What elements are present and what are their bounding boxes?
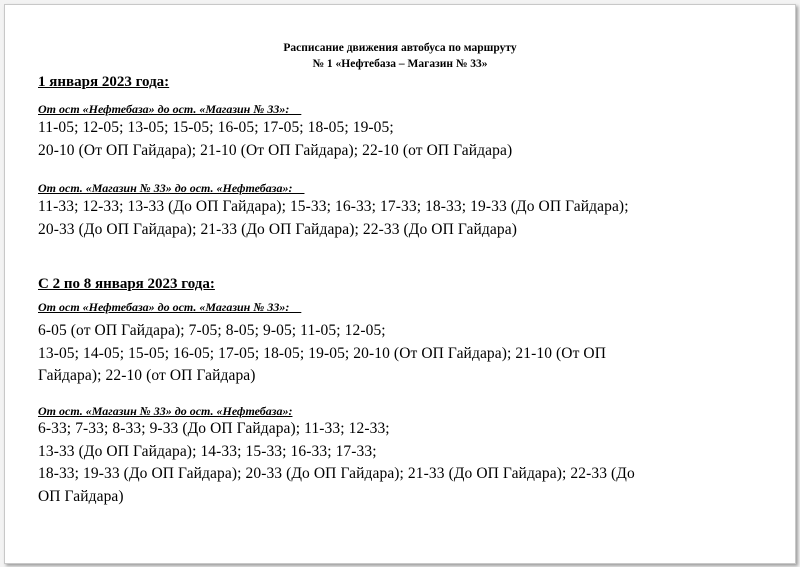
schedule-line: 20-10 (От ОП Гайдара); 21-10 (От ОП Гайдара); 22-10 (от ОП Гайдара): [38, 142, 513, 159]
schedule-line: 13-33 (До ОП Гайдара); 14-33; 15-33; 16-33; 17-33;: [38, 443, 377, 460]
direction-label: От ост. «Магазин № 33» до ост. «Нефтебаза»:: [38, 404, 293, 418]
route-name: № 1 «Нефтебаза – Магазин № 33»: [312, 58, 488, 70]
section-heading-jan1: 1 января 2023 года:: [38, 74, 170, 90]
schedule-line: 20-33 (До ОП Гайдара); 21-33 (До ОП Гайдара); 22-33 (До ОП Гайдара): [38, 221, 517, 238]
section-heading-jan2-8: С 2 по 8 января 2023 года:: [38, 276, 215, 292]
direction-label: От ост. «Магазин № 33» до ост. «Нефтебаза»:: [38, 181, 305, 195]
schedule-line: 13-05; 14-05; 15-05; 16-05; 17-05; 18-05; 19-05; 20-10 (От ОП Гайдара); 21-10 (От ОП: [38, 345, 607, 362]
schedule-line: 6-33; 7-33; 8-33; 9-33 (До ОП Гайдара); 11-33; 12-33;: [38, 420, 390, 437]
schedule-line: 11-33; 12-33; 13-33 (До ОП Гайдара); 15-33; 16-33; 17-33; 18-33; 19-33 (До ОП Гайдара);: [38, 198, 629, 215]
schedule-line: ОП Гайдара): [38, 488, 124, 505]
direction-label: От ост «Нефтебаза» до ост. «Магазин № 33»:: [38, 102, 302, 116]
direction-label: От ост «Нефтебаза» до ост. «Магазин № 33»:: [38, 300, 302, 314]
document-page: [4, 4, 796, 564]
schedule-line: 11-05; 12-05; 13-05; 15-05; 16-05; 17-05; 18-05; 19-05;: [38, 119, 394, 136]
schedule-line: 6-05 (от ОП Гайдара); 7-05; 8-05; 9-05; 11-05; 12-05;: [38, 322, 386, 339]
document-title: Расписание движения автобуса по маршруту: [283, 42, 517, 54]
schedule-line: 18-33; 19-33 (До ОП Гайдара); 20-33 (До ОП Гайдара); 21-33 (До ОП Гайдара); 22-33 (До: [38, 465, 635, 482]
schedule-line: Гайдара); 22-10 (от ОП Гайдара): [38, 367, 256, 384]
